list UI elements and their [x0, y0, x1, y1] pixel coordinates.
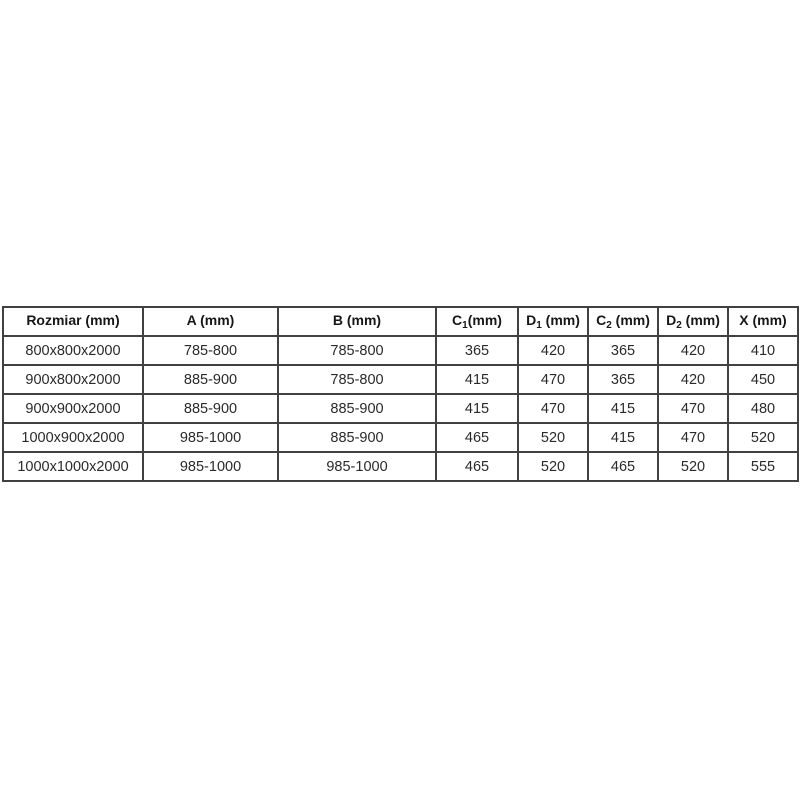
column-header-b — [278, 307, 436, 336]
cell-c2: 365 — [588, 336, 658, 365]
cell-c2: 415 — [588, 423, 658, 452]
header-label: A (mm) — [186, 312, 235, 328]
table-row — [3, 394, 798, 423]
cell-d2: 470 — [658, 394, 728, 423]
cell-d2: 520 — [658, 452, 728, 481]
cell-x: 450 — [728, 365, 798, 394]
cell-b: 885-900 — [278, 423, 436, 452]
cell-c2: 465 — [588, 452, 658, 481]
cell-x: 555 — [728, 452, 798, 481]
header-label: D — [526, 312, 537, 328]
column-header-d2 — [658, 307, 728, 336]
header-label: Rozmiar (mm) — [26, 312, 120, 328]
header-unit: (mm) — [541, 312, 580, 328]
cell-rozmiar: 1000x1000x2000 — [3, 452, 143, 481]
cell-rozmiar: 800x800x2000 — [3, 336, 143, 365]
table-row — [3, 365, 798, 394]
cell-d1: 420 — [518, 336, 588, 365]
cell-d1: 470 — [518, 394, 588, 423]
header-subscript: 2 — [676, 320, 682, 331]
table-row — [3, 423, 798, 452]
cell-d2: 420 — [658, 336, 728, 365]
cell-a: 885-900 — [143, 394, 278, 423]
cell-a: 885-900 — [143, 365, 278, 394]
cell-c2: 365 — [588, 365, 658, 394]
cell-c1: 415 — [436, 394, 518, 423]
table-row — [3, 336, 798, 365]
cell-b: 985-1000 — [278, 452, 436, 481]
header-row — [3, 307, 798, 336]
cell-c1: 415 — [436, 365, 518, 394]
header-unit: (mm) — [681, 312, 720, 328]
cell-x: 480 — [728, 394, 798, 423]
cell-d1: 520 — [518, 452, 588, 481]
header-label: C — [452, 312, 463, 328]
column-header-c1 — [436, 307, 518, 336]
column-header-a — [143, 307, 278, 336]
cell-a: 785-800 — [143, 336, 278, 365]
header-label: C — [596, 312, 607, 328]
cell-c2: 415 — [588, 394, 658, 423]
cell-d2: 470 — [658, 423, 728, 452]
header-label: D — [666, 312, 677, 328]
cell-x: 410 — [728, 336, 798, 365]
column-header-c2 — [588, 307, 658, 336]
header-unit: (mm) — [467, 312, 502, 328]
table-row — [3, 452, 798, 481]
cell-x: 520 — [728, 423, 798, 452]
cell-c1: 465 — [436, 452, 518, 481]
cell-d1: 470 — [518, 365, 588, 394]
cell-rozmiar: 900x800x2000 — [3, 365, 143, 394]
column-header-d1 — [518, 307, 588, 336]
cell-a: 985-1000 — [143, 452, 278, 481]
cell-rozmiar: 900x900x2000 — [3, 394, 143, 423]
cell-b: 885-900 — [278, 394, 436, 423]
cell-d1: 520 — [518, 423, 588, 452]
cell-a: 985-1000 — [143, 423, 278, 452]
column-header-x — [728, 307, 798, 336]
header-label: B (mm) — [332, 312, 382, 328]
header-subscript: 1 — [536, 320, 542, 331]
header-unit: (mm) — [611, 312, 650, 328]
column-header-rozmiar — [3, 307, 143, 336]
cell-rozmiar: 1000x900x2000 — [3, 423, 143, 452]
header-subscript: 2 — [606, 320, 612, 331]
header-label: X (mm) — [739, 312, 787, 328]
cell-b: 785-800 — [278, 365, 436, 394]
cell-b: 785-800 — [278, 336, 436, 365]
cell-d2: 420 — [658, 365, 728, 394]
header-subscript: 1 — [462, 320, 468, 331]
dimension-spec-table — [2, 306, 799, 482]
cell-c1: 465 — [436, 423, 518, 452]
cell-c1: 365 — [436, 336, 518, 365]
